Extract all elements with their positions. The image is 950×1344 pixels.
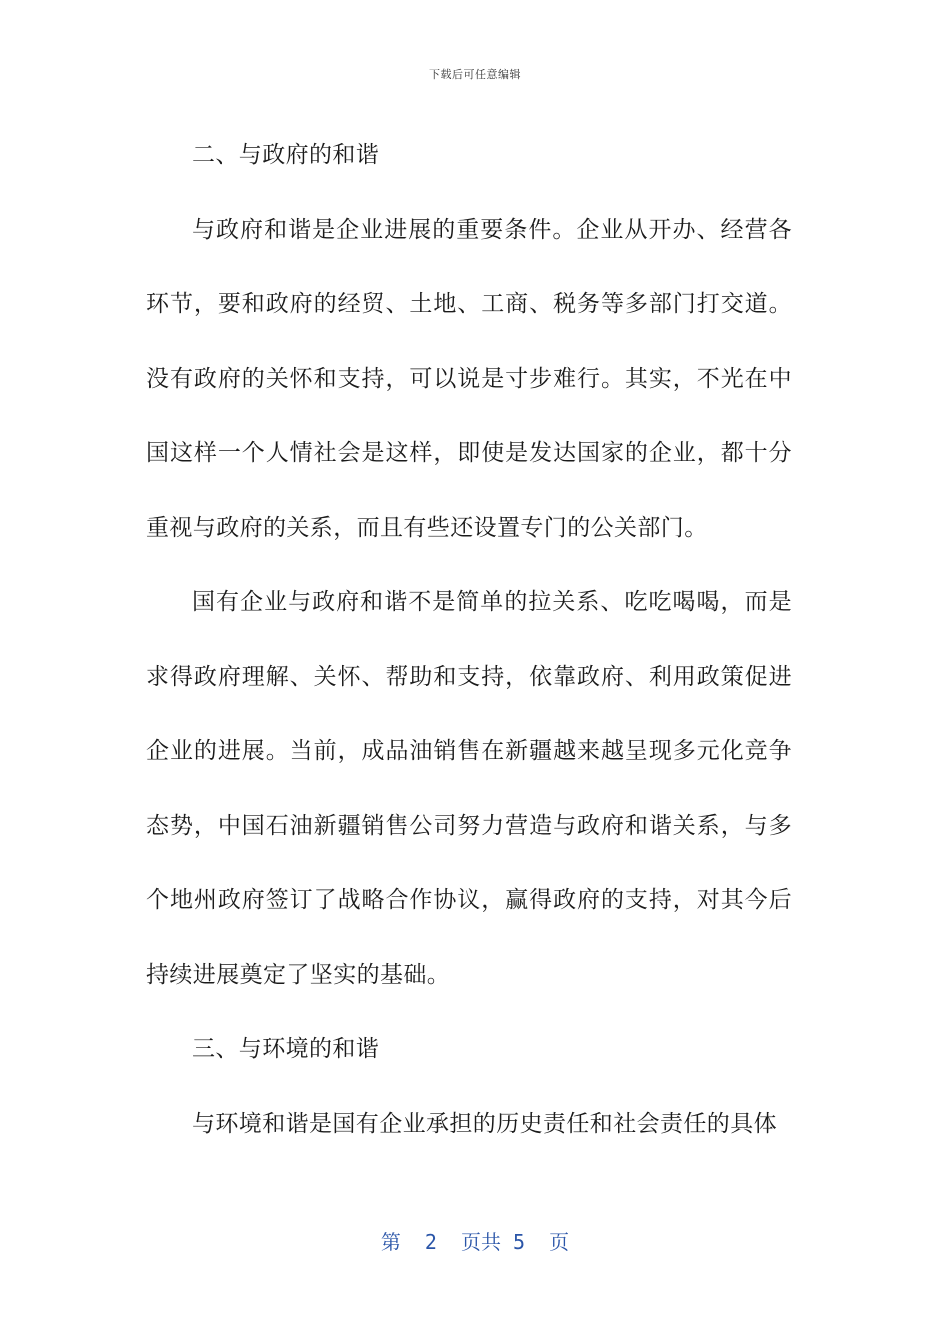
document-body [146,118,792,1161]
section-heading-environment: 三、与环境的和谐 [192,1036,380,1062]
header-note: 下载后可任意编辑 [429,68,521,81]
page-number: 第 2 页共 5 页 [380,1230,570,1254]
paragraph-government-1: 与政府和谐是企业进展的重要条件。企业从开办、经营各环节，要和政府的经贸、土地、工商、税务等多部门打交道。没有政府的关怀和支持，可以说是寸步难行。其实，不光在中国这样一个人情社会是这样，即使是发达国家的企业，都十分重视与政府的关系，而且有些还设置专门的公关部门。 [146,216,792,541]
paragraph-environment-1: 与环境和谐是国有企业承担的历史责任和社会责任的具体 [192,1110,777,1137]
section-heading-government: 二、与政府的和谐 [192,142,380,168]
paragraph-government-2: 国有企业与政府和谐不是简单的拉关系、吃吃喝喝，而是求得政府理解、关怀、帮助和支持，依靠政府、利用政策促进企业的进展。当前，成品油销售在新疆越来越呈现多元化竞争态势，中国石油新疆销售公司努力营造与政府和谐关系，与多个地州政府签订了战略合作协议，赢得政府的支持，对其今后持续进展奠定了坚实的基础。 [146,589,792,988]
